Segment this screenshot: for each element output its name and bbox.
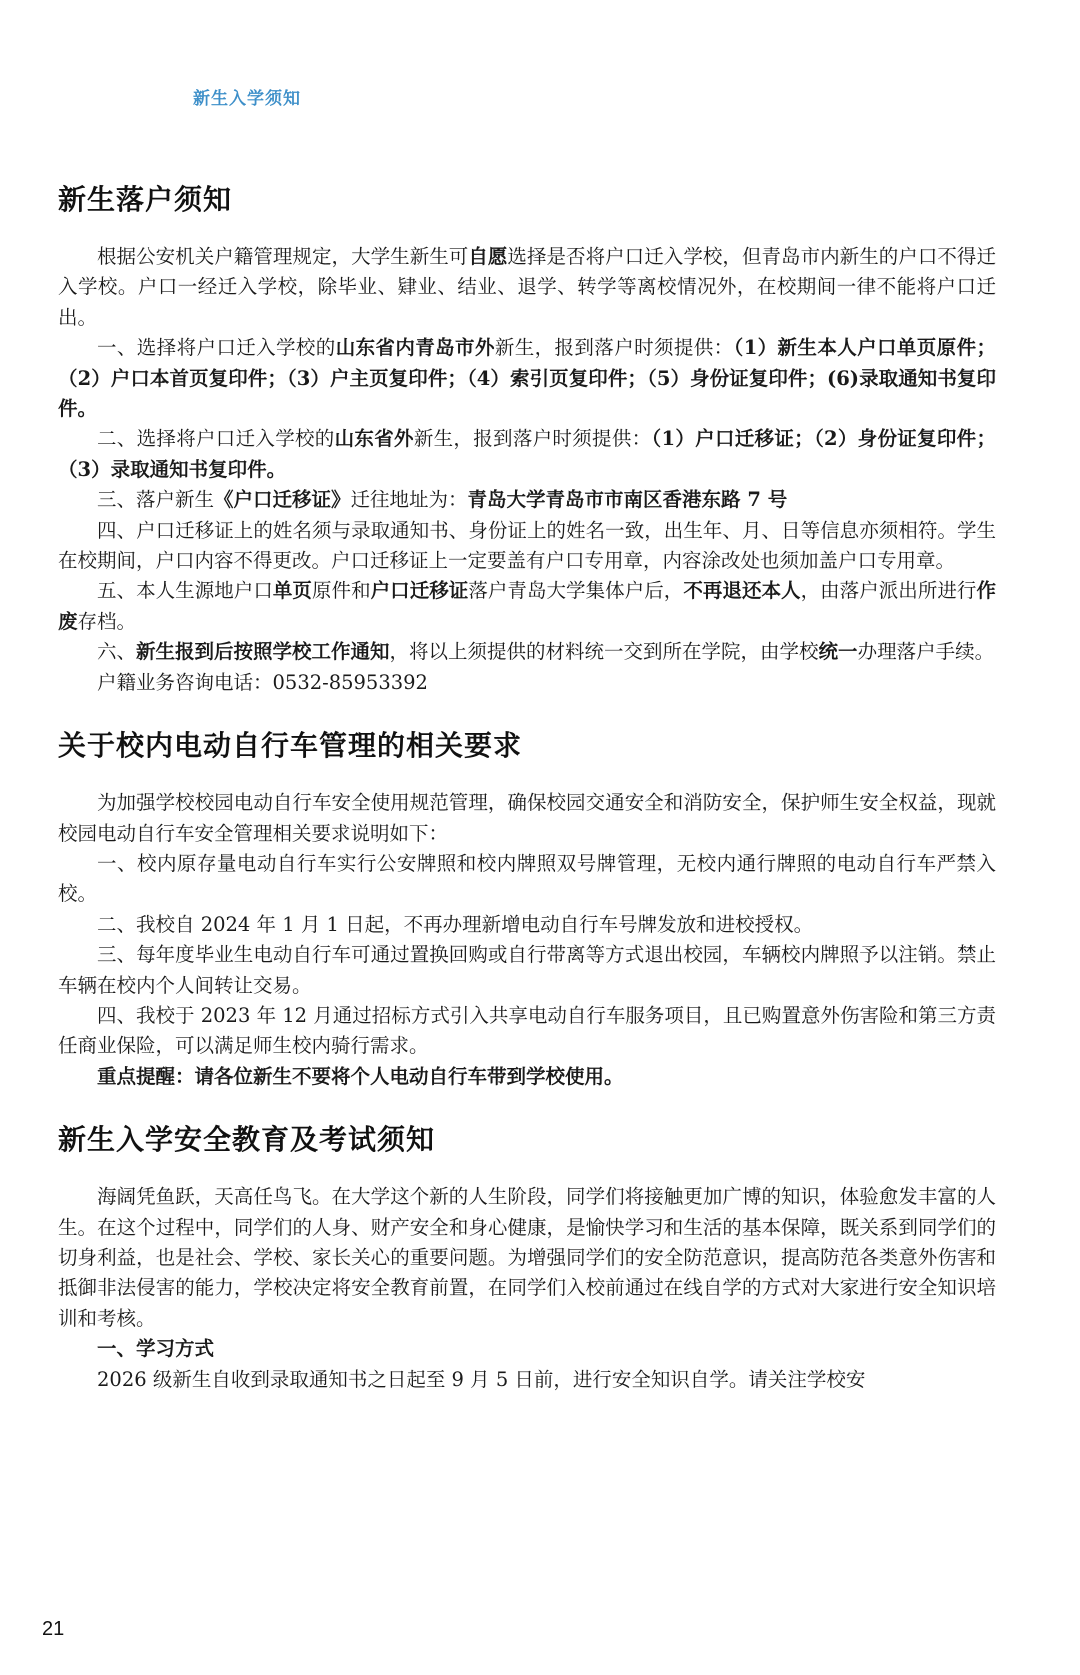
contact-phone: 户籍业务咨询电话：0532-85953392	[97, 670, 428, 694]
bold-text: 作废	[58, 579, 996, 633]
text: 落户青岛大学集体户后，	[468, 579, 684, 603]
text: 新生，报到落户时须提供：	[413, 427, 652, 451]
text: 一、选择将户口迁入学校的	[97, 336, 336, 360]
bold-text: （1）户口迁移证；（2）身份证复印件；（3）录取通知书复印件。	[58, 427, 996, 481]
paragraph: 三、每年度毕业生电动自行车可通过置换回购或自行带离等方式退出校园，车辆校内牌照予以注销。禁止车辆在校内个人间转让交易。	[58, 943, 996, 997]
text: 迁往地址为：	[350, 488, 468, 512]
text: 三、落户新生	[97, 488, 215, 512]
section-title: 新生入学安全教育及考试须知	[58, 1123, 436, 1157]
text: 办理落户手续。	[857, 640, 995, 664]
paragraph: 四、户口迁移证上的姓名须与录取通知书、身份证上的姓名一致，出生年、月、日等信息亦须相符。学生在校期间，户口内容不得更改。户口迁移证上一定要盖有户口专用章，内容涂改处也须加盖户口专用章。	[58, 518, 996, 573]
bold-text: 《户口迁移证》	[214, 488, 351, 512]
paragraph	[58, 424, 996, 485]
key-reminder: 重点提醒：请各位新生不要将个人电动自行车带到学校使用。	[97, 1064, 624, 1088]
paragraph: 为加强学校校园电动自行车安全使用规范管理，确保校园交通安全和消防安全，保护师生安全权益，现就校园电动自行车安全管理相关要求说明如下：	[58, 791, 996, 845]
bold-text: 单页	[272, 579, 312, 603]
paragraph	[58, 576, 996, 637]
paragraph: 二、我校自 2024 年 1 月 1 日起，不再办理新增电动自行车号牌发放和进校授权。	[97, 912, 814, 936]
text: ，将以上须提供的材料统一交到所在学院，由学校	[389, 640, 819, 664]
section-title: 新生落户须知	[58, 183, 233, 216]
bold-text: 青岛大学青岛市市南区香港东路 7 号	[467, 488, 788, 512]
text: ，由落户派出所进行	[800, 579, 977, 603]
text: 根据公安机关户籍管理规定，大学生新生可	[97, 245, 469, 268]
paragraph	[58, 242, 996, 333]
section-ebike-rules	[58, 726, 996, 1092]
bold-text: 山东省外	[334, 427, 414, 451]
bold-text: 山东省内青岛市外	[335, 336, 495, 360]
text: 六、	[97, 640, 137, 664]
running-header: 新生入学须知	[193, 89, 301, 109]
paragraph	[58, 333, 996, 424]
text: 选择是否将户口迁入学校，但青岛市内新生的户口不得迁入学校。户口一经迁入学校，除毕业、肄业、结业、退学、转学等离校情况外，在校期间一律不能将户口迁出。	[58, 245, 996, 329]
text: 原件和	[311, 579, 371, 603]
subheading: 一、学习方式	[97, 1337, 215, 1361]
paragraph: 2026 级新生自收到录取通知书之日起至 9 月 5 日前，进行安全知识自学。请关注学校安	[97, 1367, 866, 1391]
bold-text: 不再退还本人	[683, 579, 801, 603]
text: 五、本人生源地户口	[97, 579, 273, 603]
section-title: 关于校内电动自行车管理的相关要求	[58, 729, 523, 763]
paragraph: 海阔凭鱼跃，天高任鸟飞。在大学这个新的人生阶段，同学们将接触更加广博的知识，体验愈发丰富的人生。在这个过程中，同学们的人身、财产安全和身心健康，是愉快学习和生活的基本保障，既关系到同学们的切身利益，也是社会、学校、家长关心的重要问题。为增强同学们的安全防范意识，提高防范各类意外伤害和抵御非法侵害的能力，学校决定将安全教育前置，在同学们入校前通过在线自学的方式对大家进行安全知识培训和考核。	[58, 1185, 996, 1330]
bold-text: 新生报到后按照学校工作通知	[136, 640, 390, 664]
text: 新生，报到落户时须提供：	[494, 336, 734, 360]
paragraph	[58, 637, 996, 667]
bold-text: 户口迁移证	[370, 579, 469, 603]
paragraph: 四、我校于 2023 年 12 月通过招标方式引入共享电动自行车服务项目，且已购置意外伤害险和第三方责任商业保险，可以满足师生校内骑行需求。	[58, 1003, 996, 1058]
paragraph	[58, 485, 996, 515]
bold-text: （1）新生本人户口单页原件；（2）户口本首页复印件；（3）户主页复印件；（4）索引页复印件；（5）身份证复印件；(6)录取通知书复印件。	[58, 336, 996, 421]
section-safety-education	[58, 1120, 996, 1395]
text: 存档。	[77, 609, 137, 633]
text: 二、选择将户口迁入学校的	[97, 427, 335, 451]
page-content	[58, 180, 996, 1423]
page-number: 21	[42, 1618, 65, 1640]
bold-text: 统一	[818, 640, 858, 664]
paragraph: 一、校内原存量电动自行车实行公安牌照和校内牌照双号牌管理，无校内通行牌照的电动自行车严禁入校。	[58, 851, 996, 906]
section-household-registration	[58, 180, 996, 698]
bold-text: 自愿	[468, 245, 508, 268]
